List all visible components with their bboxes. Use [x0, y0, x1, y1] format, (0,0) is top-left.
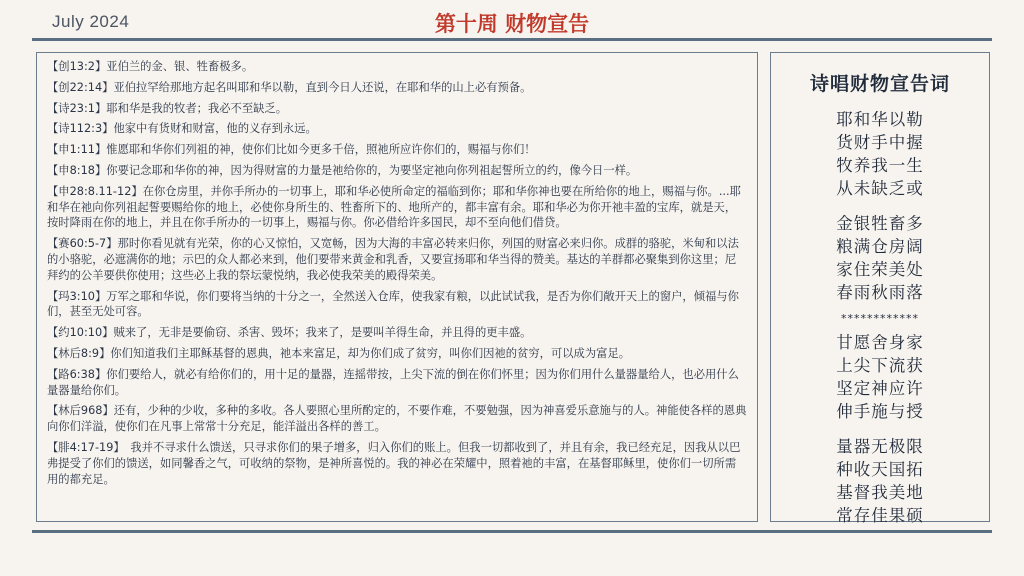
song-line: 牧养我一生	[836, 156, 924, 175]
top-divider	[32, 38, 992, 41]
song-stanza-1	[771, 108, 989, 200]
verse-item	[47, 289, 747, 321]
song-line: 春雨秋雨落	[836, 283, 924, 302]
song-line: 粮满仓房阔	[836, 237, 924, 256]
verse-item	[47, 440, 747, 487]
verse-text: 惟愿耶和华你们列祖的神，使你们比如今更多千倍，照祂所应许你们的，赐福与你们！	[106, 143, 536, 157]
verse-item	[47, 346, 747, 362]
verse-item	[47, 80, 747, 96]
verse-item	[47, 163, 747, 179]
verses-panel	[36, 52, 758, 522]
verse-ref: 【申1:11】	[47, 143, 107, 157]
verse-ref: 【玛3:10】	[47, 289, 107, 303]
verse-ref: 【林后968】	[47, 404, 114, 418]
verse-text: 你们要给人，就必有给你们的，用十足的量器，连摇带按，上尖下流的倒在你们怀里；因为你们用什么量器量给人，也必用什么量器量给你们。	[47, 367, 739, 397]
verse-item	[47, 59, 747, 75]
song-line: 常存佳果硕	[836, 506, 924, 525]
song-panel	[770, 52, 990, 525]
page-title: 第十周 财物宣告	[434, 12, 590, 36]
verse-ref: 【诗112:3】	[47, 122, 114, 136]
verse-item	[47, 236, 747, 283]
verse-ref: 【赛60:5-7】	[47, 237, 118, 251]
verse-text: 还有，少种的少收，多种的多收。各人要照心里所酌定的，不要作难，不要勉强，因为神喜爱乐意施与的人。神能使各样的恩典向你们洋溢，使你们在凡事上常常十分充足，能洋溢出各样的善工。	[47, 404, 747, 434]
song-stanza-2	[771, 212, 989, 304]
song-line: 基督我美地	[836, 483, 924, 502]
verse-item	[47, 142, 747, 158]
verse-text: 贼来了，无非是要偷窃、杀害、毁坏；我来了，是要叫羊得生命，并且得的更丰盛。	[113, 326, 532, 340]
verse-ref: 【林后8:9】	[47, 346, 111, 360]
verse-text: 你们知道我们主耶稣基督的恩典，祂本来富足，却为你们成了贫穷，叫你们因祂的贫穷，可以成为富足。	[110, 346, 631, 360]
song-separator: ************	[841, 312, 919, 325]
song-line: 量器无极限	[836, 437, 924, 456]
verse-text: 我并不寻求什么馈送，只寻求你们的果子增多，归入你们的账上。但我一切都收到了，并且有余，我已经充足，因我从以巴弗提受了你们的馈送，如同馨香之气，可收纳的祭物，是神所喜悦的。我的神必在荣耀中，照着祂的丰富，在基督耶稣里，使你们一切所需用的都充足。	[47, 440, 741, 486]
song-title: 诗唱财物宣告词	[809, 73, 950, 95]
verse-ref: 【诗23:1】	[47, 101, 107, 115]
verse-ref: 【腓4:17-19】	[47, 440, 120, 454]
verse-ref: 【申8:18】	[47, 163, 107, 177]
verse-item	[47, 403, 747, 435]
header-date: July 2024	[52, 12, 130, 31]
verse-item	[47, 121, 747, 137]
verse-ref: 【约10:10】	[47, 326, 114, 340]
song-line: 耶和华以勒	[836, 110, 924, 129]
song-line: 金银牲畜多	[836, 214, 924, 233]
song-line: 甘愿舍身家	[836, 333, 924, 352]
verse-ref: 【创22:14】	[47, 80, 114, 94]
verse-text: 亚伯兰的金、银、牲畜极多。	[106, 60, 254, 73]
verse-item	[47, 184, 747, 231]
verse-item	[47, 325, 747, 341]
song-stanza-4	[771, 435, 989, 527]
song-line: 家住荣美处	[836, 260, 924, 279]
verse-text: 你要记念耶和华你的神，因为得财富的力量是祂给你的，为要坚定祂向你列祖起誓所立的约，像今日一样。	[106, 163, 638, 177]
verse-ref: 【申28:8.11-12】	[47, 184, 143, 198]
song-line: 上尖下流获	[836, 356, 924, 375]
verse-ref: 【创13:2】	[47, 60, 107, 73]
verse-text: 他家中有货财和财富，他的义存到永远。	[113, 122, 317, 136]
song-line: 货财手中握	[836, 133, 924, 152]
verse-item	[47, 367, 747, 399]
song-stanza-3	[771, 331, 989, 423]
verse-text: 万军之耶和华说，你们要将当纳的十分之一，全然送入仓库，使我家有粮，以此试试我，是否为你们敞开天上的窗户，倾福与你们，甚至无处可容。	[47, 289, 739, 319]
verse-text: 亚伯拉罕给那地方起名叫耶和华以勒，直到今日人还说，在耶和华的山上必有预备。	[113, 80, 532, 94]
song-line: 种收天国拓	[836, 460, 924, 479]
verse-ref: 【路6:38】	[47, 367, 107, 381]
bottom-divider	[32, 530, 992, 533]
song-line: 从未缺乏或	[836, 179, 924, 198]
verse-text: 耶和华是我的牧者；我必不至缺乏。	[106, 101, 288, 115]
verse-text: 在你仓房里，并你手所办的一切事上，耶和华必使所命定的福临到你；耶和华你神也要在所给你的地上，赐福与你。...耶和华在祂向你列祖起誓要赐给你的地上，必使你身所生的、牲畜所下的、地所产的，都丰富有余。耶和华必为你开祂丰盈的宝库，就是天，按时降雨在你的地上，并且在你手所办的一切事上，赐福与你。你必借给许多国民，却不至向他们借贷。	[47, 184, 741, 230]
song-line: 伸手施与授	[836, 402, 924, 421]
song-line: 坚定神应许	[836, 379, 924, 398]
verse-item	[47, 101, 747, 117]
verse-text: 那时你看见就有光荣，你的心又惊怕，又宽畅，因为大海的丰富必转来归你，列国的财富必来归你。成群的骆驼，米甸和以法的小骆驼，必遮满你的地；示巴的众人都必来到，他们要带来黄金和乳香，又要宣扬耶和华当得的赞美。基达的羊群都必聚集到你这里；尼拜约的公羊要供你使用；这些必上我的祭坛蒙悦纳，我必使我荣美的殿得荣美。	[47, 237, 739, 282]
